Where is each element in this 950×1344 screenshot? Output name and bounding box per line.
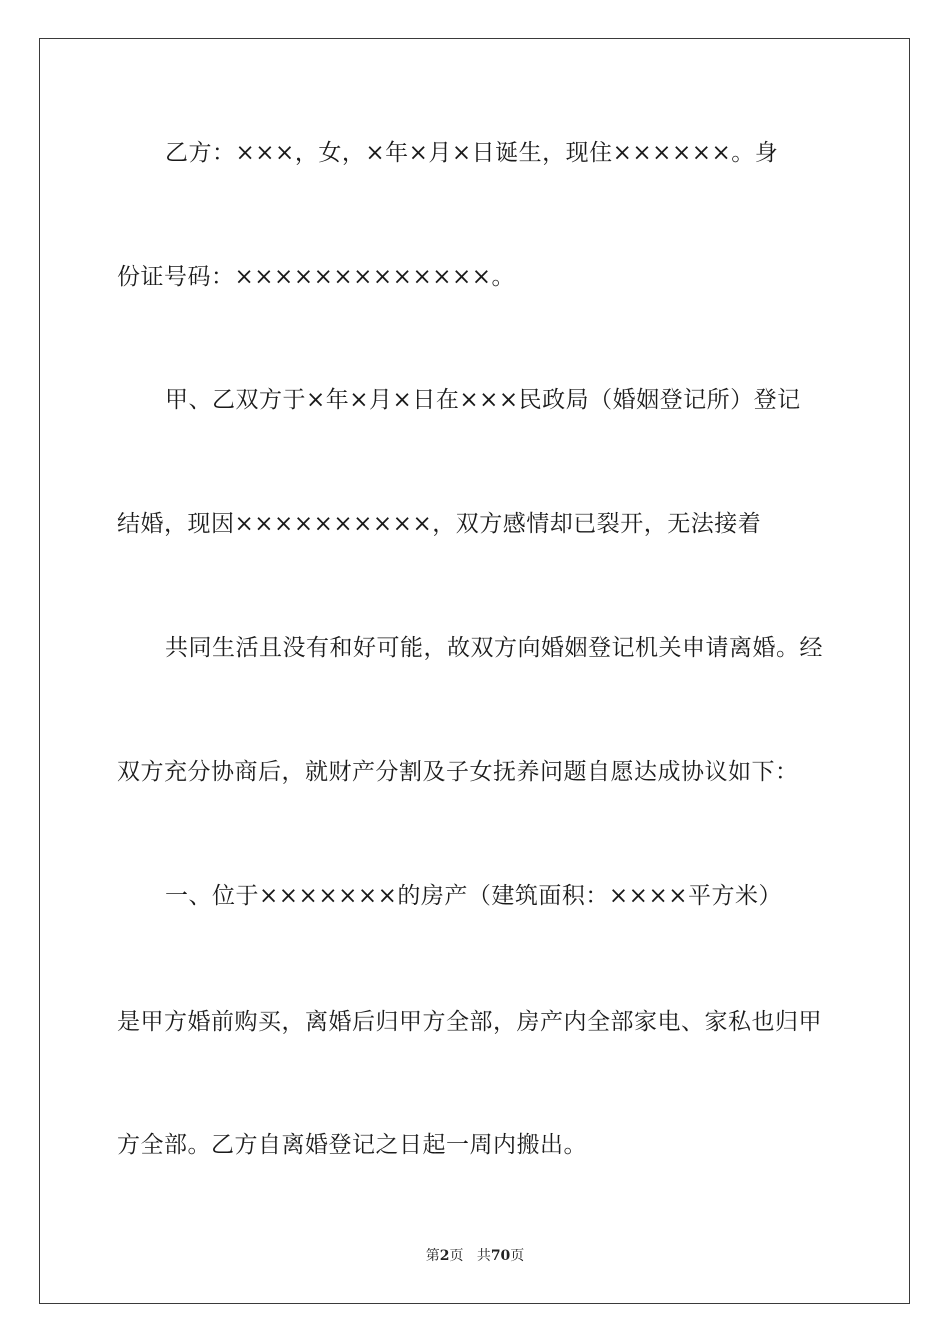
paragraph-line-2: 份证号码：×××××××××××××。 [117,264,516,290]
total-suffix: 页 [510,1248,525,1264]
paragraph-line-6: 双方充分协商后，就财产分割及子女抚养问题自愿达成协议如下： [117,759,799,785]
paragraph-line-1: 乙方：×××，女，×年×月×日诞生，现住××××××。身 [165,140,779,166]
paragraph-line-5: 共同生活且没有和好可能，故双方向婚姻登记机关申请离婚。经 [165,635,823,661]
paragraph-line-3: 甲、乙双方于×年×月×日在×××民政局（婚姻登记所）登记 [165,387,801,413]
page-border [39,38,910,1304]
paragraph-line-4: 结婚，现因××××××××××，双方感情却已裂开，无法接着 [117,511,762,537]
total-prefix: 共 [476,1248,491,1264]
paragraph-line-7: 一、位于×××××××的房产（建筑面积：××××平方米） [165,883,782,909]
page-footer [0,1247,950,1265]
page-number: 2 [439,1248,450,1264]
total-pages: 70 [490,1248,511,1264]
page-prefix: 第 [425,1248,440,1264]
paragraph-line-8: 是甲方婚前购买，离婚后归甲方全部，房产内全部家电、家私也归甲 [117,1009,822,1035]
page-suffix: 页 [449,1248,464,1264]
paragraph-line-9: 方全部。乙方自离婚登记之日起一周内搬出。 [117,1132,587,1158]
